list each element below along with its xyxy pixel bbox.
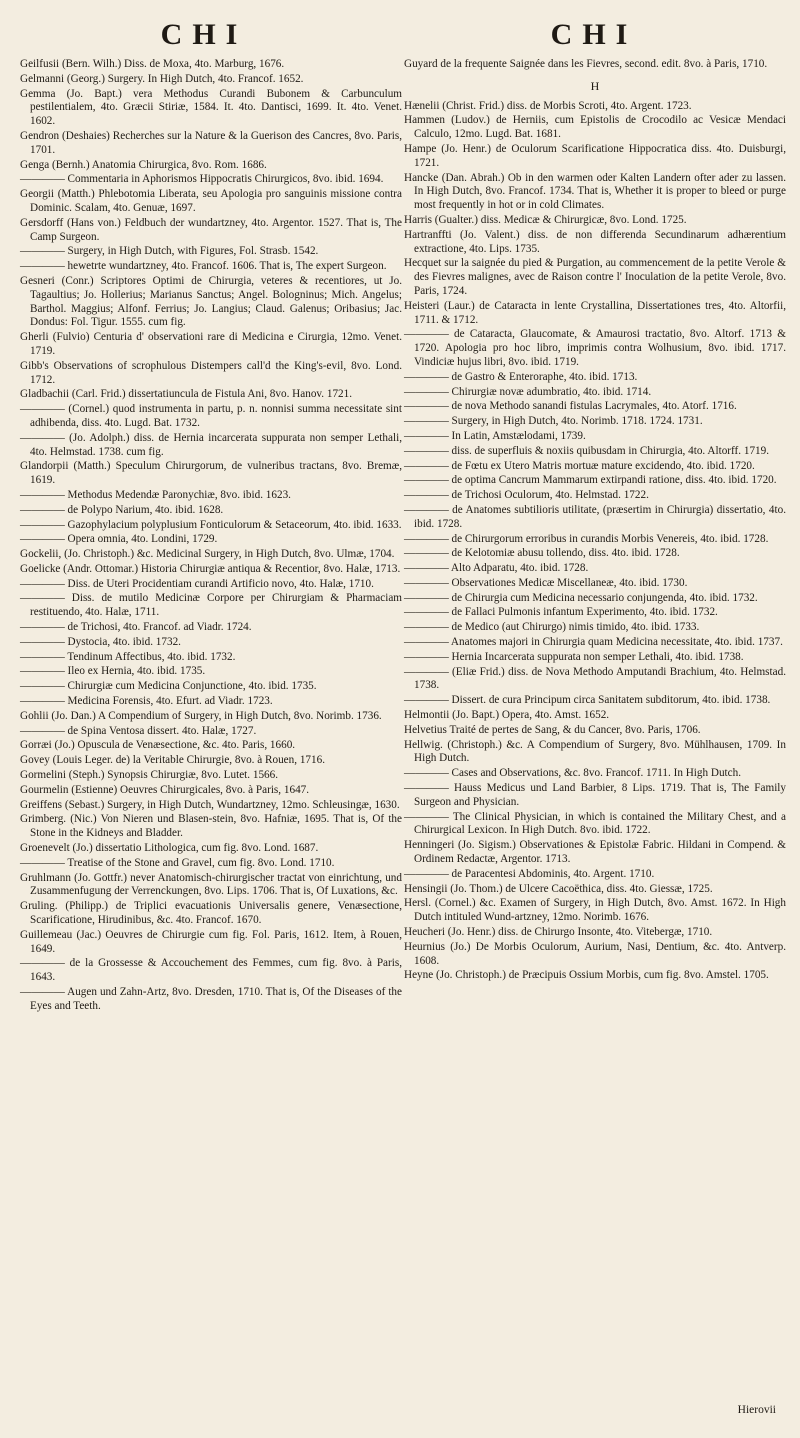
running-headers bbox=[0, 18, 800, 58]
bibliography-entry: Gendron (Deshaies) Recherches sur la Nature & la Guerison des Cancres, 8vo. Paris, 1701. bbox=[20, 129, 402, 156]
bibliography-entry: Glandorpii (Matth.) Speculum Chirurgorum, de vulneribus tractans, 8vo. Bremæ, 1619. bbox=[20, 460, 402, 487]
bibliography-entry: ———— Ileo ex Hernia, 4to. ibid. 1735. bbox=[20, 665, 206, 678]
bibliography-entry: ———— Diss. de mutilo Medicinæ Corpore per Chirurgiam & Pharmaciam restituendo, 4to. Halæ, 1711. bbox=[20, 592, 402, 619]
bibliography-entry: Gersdorff (Hans von.) Feldbuch der wundartzney, 4to. Argentor. 1527. That is, The Camp Surgeon. bbox=[20, 216, 402, 243]
bibliography-entry: Goelicke (Andr. Ottomar.) Historia Chirurgiæ antiqua & Recentior, 8vo. Halæ, 1713. bbox=[20, 562, 401, 575]
bibliography-entry: ———— Surgery, in High Dutch, 4to. Norimb. 1718. 1724. 1731. bbox=[404, 415, 703, 428]
bibliography-entry: ———— (Cornel.) quod instrumenta in partu, p. n. nonnisi summa necessitate sint adhibenda, diss. 4to. Lugd. Bat. 1732. bbox=[20, 403, 402, 429]
bibliography-entry: ———— de Kelotomiæ abusu tollendo, diss. 4to. ibid. 1728. bbox=[404, 547, 680, 560]
bibliography-entry: Gemma (Jo. Bapt.) vera Methodus Curandi Bubonem & Carbunculum pestilentialem, 4to. Græcii Stiriæ, 1584. It. 4to. Dantisci, 1699. It. 4to. Venet. 1602. bbox=[20, 87, 402, 128]
bibliography-entry: Gibb's Observations of scrophulous Distempers call'd the King's-evil, 8vo. Lond. 1712. bbox=[20, 359, 402, 386]
bibliography-entry: Gorræi (Jo.) Opuscula de Venæsectione, &c. 4to. Paris, 1660. bbox=[20, 739, 296, 752]
bibliography-entry: ———— de Gastro & Enteroraphe, 4to. ibid. 1713. bbox=[404, 370, 638, 383]
bibliography-entry: ———— Gazophylacium polyplusium Fonticulorum & Setaceorum, 4to. ibid. 1633. bbox=[20, 518, 402, 531]
bibliography-entry: Heisteri (Laur.) de Cataracta in lente Crystallina, Dissertationes tres, 4to. Altorfii, 1711. & 1712. bbox=[404, 299, 786, 326]
bibliography-entry: ———— diss. de superfluis & noxiis quibusdam in Chirurgia, 4to. Altorff. 1719. bbox=[404, 444, 770, 457]
bibliography-entry: ———— de nova Methodo sanandi fistulas Lacrymales, 4to. Atorf. 1716. bbox=[404, 400, 737, 413]
bibliography-entry: Hecquet sur la saignée du pied & Purgation, au commencement de la petite Verole & des Fievres malignes, avec de Raison contre l' Inoculation de la petite Verole, 8vo. Paris, 1724. bbox=[404, 257, 786, 297]
bibliography-entry: ———— Hauss Medicus und Land Barbier, 8 Lips. 1719. That is, The Family Surgeon and Physician. bbox=[404, 782, 786, 808]
right-column-entries-after bbox=[404, 100, 786, 984]
bibliography-entry: Guillemeau (Jac.) Oeuvres de Chirurgie cum fig. Fol. Paris, 1612. Item, à Rouen, 1649. bbox=[20, 928, 402, 955]
bibliography-entry: ———— Alto Adparatu, 4to. ibid. 1728. bbox=[404, 562, 589, 575]
bibliography-entry: ———— (Eliæ Frid.) diss. de Nova Methodo Amputandi Brachium, 4to. Helmstad. 1738. bbox=[404, 665, 786, 692]
bibliography-entry: Hellwig. (Christoph.) &c. A Compendium of Surgery, 8vo. Mühlhausen, 1709. In High Dutch. bbox=[404, 738, 786, 765]
bibliography-entry: ———— Surgery, in High Dutch, with Figures, Fol. Strasb. 1542. bbox=[20, 245, 319, 258]
bibliography-entry: Harris (Gualter.) diss. Medicæ & Chirurgicæ, 8vo. Lond. 1725. bbox=[404, 213, 687, 226]
bibliography-entry: Helmontii (Jo. Bapt.) Opera, 4to. Amst. 1652. bbox=[404, 709, 610, 722]
bibliography-entry: Hampe (Jo. Henr.) de Oculorum Scarificatione Hippocratica diss. 4to. Duisburgi, 1721. bbox=[404, 142, 786, 169]
bibliography-entry: Heyne (Jo. Christoph.) de Præcipuis Ossium Morbis, cum fig. 8vo. Amstel. 1705. bbox=[404, 969, 769, 982]
bibliography-entry: Govey (Louis Leger. de) la Veritable Chirurgie, 8vo. à Rouen, 1716. bbox=[20, 754, 325, 767]
bibliography-entry: ———— Tendinum Affectibus, 4to. ibid. 1732. bbox=[20, 650, 236, 663]
bibliography-entry: ———— hewetrte wundartzney, 4to. Francof. 1606. That is, The expert Surgeon. bbox=[20, 260, 387, 273]
bibliography-entry: ———— The Clinical Physician, in which is contained the Military Chest, and a Chirurgical Lexicon. In High Dutch. 8vo. ibid. 1722. bbox=[404, 810, 786, 837]
bibliography-entry: Gockelii, (Jo. Christoph.) &c. Medicinal Surgery, in High Dutch, 8vo. Ulmæ, 1704. bbox=[20, 548, 395, 561]
bibliography-entry: ———— Anatomes majori in Chirurgia quam Medicina necessitate, 4to. ibid. 1737. bbox=[404, 636, 783, 649]
bibliography-entry: ———— (Jo. Adolph.) diss. de Hernia incarcerata suppurata non semper Lethali, 4to. Helmstad. 1738. cum fig. bbox=[20, 431, 402, 458]
bibliography-entry: Hersl. (Cornel.) &c. Examen of Surgery, in High Dutch, 8vo. Amst. 1672. In High Dutch intituled Wund-artzney, 12mo. Norimb. 1676. bbox=[404, 897, 786, 924]
bibliography-entry: Henningeri (Jo. Sigism.) Observationes & Epistolæ Fabric. Hildani in Compend. & Ordinem Redactæ, Argentor. 1713. bbox=[404, 839, 786, 866]
left-running-head: CHI bbox=[160, 18, 248, 51]
bibliography-entry: Genga (Bernh.) Anatomia Chirurgica, 8vo. Rom. 1686. bbox=[20, 158, 267, 171]
bibliography-entry: Geilfusii (Bern. Wilh.) Diss. de Moxa, 4to. Marburg, 1676. bbox=[20, 58, 285, 70]
catchword: Hierovii bbox=[737, 1404, 776, 1416]
bibliography-entry: Heucheri (Jo. Henr.) diss. de Chirurgo Insonte, 4to. Vitebergæ, 1710. bbox=[404, 926, 713, 939]
bibliography-entry: Hænelii (Christ. Frid.) diss. de Morbis Scroti, 4to. Argent. 1723. bbox=[404, 99, 692, 112]
bibliography-entry: Helvetius Traité de pertes de Sang, & du Cancer, 8vo. Paris, 1706. bbox=[404, 723, 701, 736]
bibliography-entry: ———— de Chirurgia cum Medicina necessario conjungenda, 4to. ibid. 1732. bbox=[404, 591, 758, 604]
bibliography-entry: Georgii (Matth.) Phlebotomia Liberata, seu Apologia pro sanguinis missione contra Dominic. Scalam, 4to. Genuæ, 1697. bbox=[20, 188, 402, 214]
bibliography-entry: ———— In Latin, Amstælodami, 1739. bbox=[404, 429, 586, 442]
bibliography-entry: ———— Diss. de Uteri Procidentiam curandi Artificio novo, 4to. Halæ, 1710. bbox=[20, 577, 374, 590]
bibliography-entry: ———— Opera omnia, 4to. Londini, 1729. bbox=[20, 533, 218, 546]
bibliography-entry: ———— de Chirurgorum erroribus in curandis Morbis Venereis, 4to. ibid. 1728. bbox=[404, 532, 769, 545]
bibliography-entry: Gourmelin (Estienne) Oeuvres Chirurgicales, 8vo. à Paris, 1647. bbox=[20, 783, 310, 796]
bibliography-entry: ———— Chirurgiæ cum Medicina Conjunctione, 4to. ibid. 1735. bbox=[20, 680, 317, 693]
bibliography-entry: Hancke (Dan. Abrah.) Ob in den warmen oder Kalten Landern ofter ader zu lassen. In High Dutch, 8vo. Francof. 1734. That is, Whether it is proper to bleed or purge most frequently in hot or in cold Climates. bbox=[404, 171, 786, 212]
right-column-entries-before bbox=[404, 58, 786, 72]
bibliography-entry: Gruhlmann (Jo. Gottfr.) never Anatomisch-chirurgischer tractat von einrichtung, und Zusammenfugung der Verrenckungen, 8vo. Lips. 1706. That is, Of Luxations, &c. bbox=[20, 871, 402, 898]
bibliography-entry: Gruling. (Philipp.) de Triplici evacuationis Universalis genere, Venæsectione, Scarificatione, Hirudinibus, &c. 4to. Francof. 1670. bbox=[20, 900, 402, 927]
bibliography-entry: Grimberg. (Nic.) Von Nieren und Blasen-stein, 8vo. Hafniæ, 1695. That is, Of the Stone in the Kidneys and Bladder. bbox=[20, 813, 402, 840]
bibliography-entry: ———— de la Grossesse & Accouchement des Femmes, cum fig. 8vo. à Paris, 1643. bbox=[20, 957, 402, 984]
bibliography-entry: ———— Methodus Medendæ Paronychiæ, 8vo. ibid. 1623. bbox=[20, 488, 291, 501]
bibliography-entry: ———— de Medico (aut Chirurgo) nimis timido, 4to. ibid. 1733. bbox=[404, 621, 700, 634]
section-letter: H bbox=[590, 78, 600, 93]
bibliography-entry: ———— Dissert. de cura Principum circa Sanitatem subditorum, 4to. ibid. 1738. bbox=[404, 694, 771, 707]
bibliography-entry: Gherli (Fulvio) Centuria d' observationi rare di Medicina e Cirurgia, 12mo. Venet. 1719. bbox=[20, 331, 402, 357]
bibliography-entry: Gelmanni (Georg.) Surgery. In High Dutch, 4to. Francof. 1652. bbox=[20, 72, 304, 85]
bibliography-entry: ———— Cases and Observations, &c. 8vo. Francof. 1711. In High Dutch. bbox=[404, 767, 742, 780]
right-column bbox=[404, 58, 786, 984]
bibliography-entry: ———— Treatise of the Stone and Gravel, cum fig. 8vo. Lond. 1710. bbox=[20, 856, 335, 869]
bibliography-entry: Hammen (Ludov.) de Herniis, cum Epistolis de Crocodilo ac Vesicæ Mendaci Calculo, 12mo. Lugd. Bat. 1681. bbox=[404, 114, 786, 141]
bibliography-entry: Gohlii (Jo. Dan.) A Compendium of Surgery, in High Dutch, 8vo. Norimb. 1736. bbox=[20, 709, 382, 722]
bibliography-entry: ———— Augen und Zahn-Artz, 8vo. Dresden, 1710. That is, Of the Diseases of the Eyes and Teeth. bbox=[20, 986, 402, 1012]
bibliography-entry: ———— de Fallaci Pulmonis infantum Experimento, 4to. ibid. 1732. bbox=[404, 606, 718, 619]
bibliography-entry: ———— de Paracentesi Abdominis, 4to. Argent. 1710. bbox=[404, 867, 655, 880]
bibliography-entry: ———— Medicina Forensis, 4to. Efurt. ad Viadr. 1723. bbox=[20, 695, 273, 708]
bibliography-entry: ———— de Polypo Narium, 4to. ibid. 1628. bbox=[20, 503, 224, 516]
bibliography-entry: ———— Observationes Medicæ Miscellaneæ, 4to. ibid. 1730. bbox=[404, 576, 688, 589]
bibliography-entry: Hensingii (Jo. Thom.) de Ulcere Cacoëthica, diss. 4to. Giessæ, 1725. bbox=[404, 882, 713, 895]
bibliography-entry: ———— Dystocia, 4to. ibid. 1732. bbox=[20, 635, 181, 648]
bibliography-entry: ———— de Anatomes subtilioris utilitate, (præsertim in Chirurgia) dissertatio, 4to. ibid. 1728. bbox=[404, 503, 786, 530]
bibliography-entry: Heurnius (Jo.) De Morbis Oculorum, Aurium, Nasi, Dentium, &c. 4to. Antverp. 1608. bbox=[404, 940, 786, 967]
bibliography-entry: Gladbachii (Carl. Frid.) dissertatiuncula de Fistula Ani, 8vo. Hanov. 1721. bbox=[20, 388, 353, 401]
bibliography-entry: ———— de Cataracta, Glaucomate, & Amaurosi tractatio, 8vo. Altorf. 1713 & 1720. Apologia pro hoc libro, imprimis contra Wolhusium, 8vo. ibid. 1717. Vindiciæ hujus libri, 8vo. ibid. 1719. bbox=[404, 328, 786, 368]
bibliography-entry: Gormelini (Steph.) Synopsis Chirurgiæ, 8vo. Lutet. 1566. bbox=[20, 769, 279, 782]
bibliography-entry: ———— de Trichosi Oculorum, 4to. Helmstad. 1722. bbox=[404, 489, 649, 502]
bibliography-entry: ———— de Trichosi, 4to. Francof. ad Viadr. 1724. bbox=[20, 621, 252, 634]
left-column bbox=[20, 58, 402, 1015]
bibliography-entry: Groenevelt (Jo.) dissertatio Lithologica, cum fig. 8vo. Lond. 1687. bbox=[20, 842, 319, 855]
bibliography-entry: ———— de Fœtu ex Utero Matris mortuæ mature excidendo, 4to. ibid. 1720. bbox=[404, 459, 755, 472]
bibliography-entry: ———— de optima Cancrum Mammarum extirpandi ratione, diss. 4to. ibid. 1720. bbox=[404, 474, 777, 487]
bibliography-entry: ———— de Spina Ventosa dissert. 4to. Halæ, 1727. bbox=[20, 724, 257, 737]
bibliography-entry: ———— Hernia Incarcerata suppurata non semper Lethali, 4to. ibid. 1738. bbox=[404, 650, 744, 663]
bibliography-entry: Gesneri (Conr.) Scriptores Optimi de Chirurgia, veteres & recentiores, ut Jo. Tagaultius; Jo. Hollerius; Marianus Sanctus; Angel. Bologninus; Mich. Angelus; Barthol. Maggius; Alfonf. Ferrius; Jo. Langius; Claud. Galenus; Oribasius; Jac. Dondus: Fol. Tigur. 1555. cum fig. bbox=[20, 274, 402, 329]
bibliography-entry: Guyard de la frequente Saignée dans les Fievres, second. edit. 8vo. à Paris, 1710. bbox=[404, 58, 768, 70]
bibliography-entry: Greiffens (Sebast.) Surgery, in High Dutch, Wundartzney, 12mo. Schleusingæ, 1630. bbox=[20, 798, 400, 811]
bibliography-entry: ———— Commentaria in Aphorismos Hippocratis Chirurgicos, 8vo. ibid. 1694. bbox=[20, 173, 384, 186]
bibliography-entry: ———— Chirurgiæ novæ adumbratio, 4to. ibid. 1714. bbox=[404, 385, 652, 398]
bibliography-entry: Hartranffti (Jo. Valent.) diss. de non differenda Secundinarum adhærentium extractione, 4to. Lips. 1735. bbox=[404, 228, 786, 255]
right-running-head: CHI bbox=[550, 18, 638, 51]
